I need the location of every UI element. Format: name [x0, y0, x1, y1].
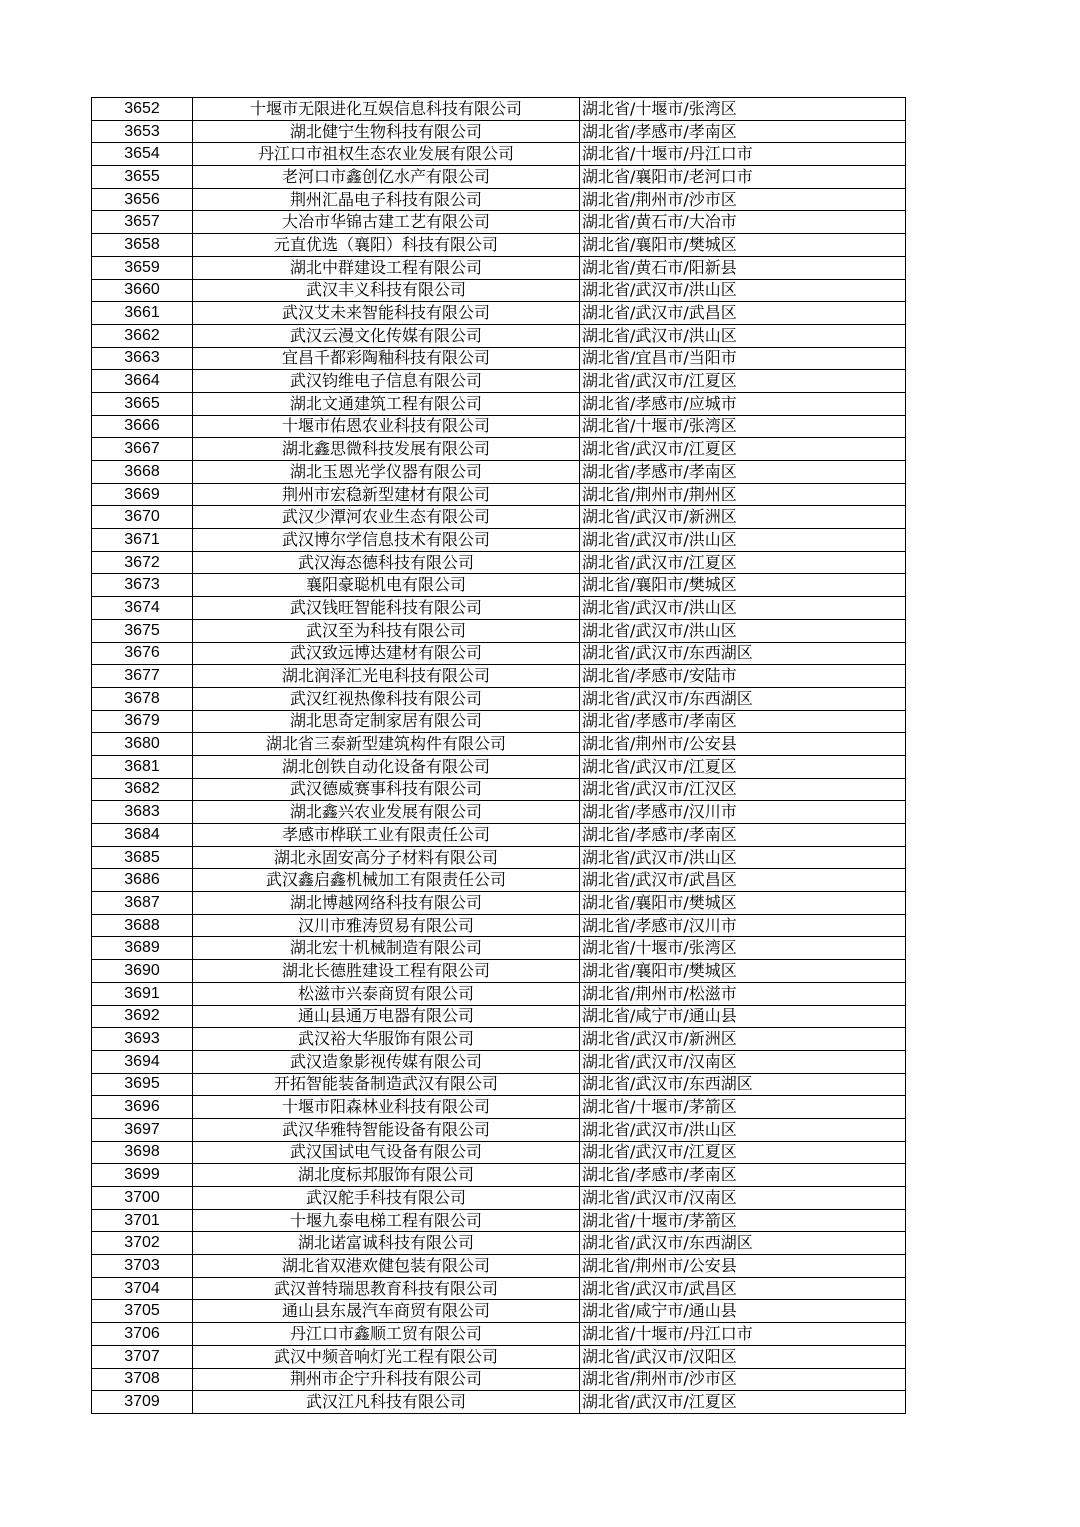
company-region: 湖北省/黄石市/阳新县 — [580, 256, 906, 279]
row-number: 3660 — [92, 279, 193, 302]
row-number: 3708 — [92, 1368, 193, 1391]
table-row — [92, 1118, 906, 1141]
company-name: 武汉造象影视传媒有限公司 — [193, 1050, 580, 1073]
company-region: 湖北省/武汉市/江夏区 — [580, 755, 906, 778]
company-name: 武汉丰义科技有限公司 — [193, 279, 580, 302]
company-name: 湖北文通建筑工程有限公司 — [193, 392, 580, 415]
row-number: 3681 — [92, 755, 193, 778]
table-row — [92, 801, 906, 824]
company-name: 开拓智能装备制造武汉有限公司 — [193, 1073, 580, 1096]
company-name: 荆州汇晶电子科技有限公司 — [193, 188, 580, 211]
table-row — [92, 869, 906, 892]
company-name: 宜昌千都彩陶釉科技有限公司 — [193, 347, 580, 370]
company-region: 湖北省/武汉市/洪山区 — [580, 846, 906, 869]
company-region: 湖北省/武汉市/汉阳区 — [580, 1345, 906, 1368]
company-region: 湖北省/宜昌市/当阳市 — [580, 347, 906, 370]
company-name: 湖北永固安高分子材料有限公司 — [193, 846, 580, 869]
row-number: 3664 — [92, 370, 193, 393]
company-region: 湖北省/十堰市/张湾区 — [580, 415, 906, 438]
company-region: 湖北省/孝感市/汉川市 — [580, 914, 906, 937]
row-number: 3677 — [92, 665, 193, 688]
table-row — [92, 1300, 906, 1323]
row-number: 3705 — [92, 1300, 193, 1323]
row-number: 3668 — [92, 461, 193, 484]
company-name: 湖北博越网络科技有限公司 — [193, 892, 580, 915]
row-number: 3663 — [92, 347, 193, 370]
company-name: 湖北度标邦服饰有限公司 — [193, 1164, 580, 1187]
row-number: 3667 — [92, 438, 193, 461]
company-name: 武汉海态德科技有限公司 — [193, 551, 580, 574]
table-row — [92, 415, 906, 438]
company-region: 湖北省/武汉市/东西湖区 — [580, 1073, 906, 1096]
table-row — [92, 438, 906, 461]
table-row — [92, 1345, 906, 1368]
company-region: 湖北省/荆州市/松滋市 — [580, 982, 906, 1005]
company-name: 武汉艾未来智能科技有限公司 — [193, 302, 580, 325]
company-region: 湖北省/武汉市/新洲区 — [580, 506, 906, 529]
table-row — [92, 619, 906, 642]
table-row — [92, 982, 906, 1005]
company-name: 湖北润泽汇光电科技有限公司 — [193, 665, 580, 688]
company-name: 湖北思奇定制家居有限公司 — [193, 710, 580, 733]
table-row — [92, 1232, 906, 1255]
table-row — [92, 302, 906, 325]
company-region: 湖北省/襄阳市/樊城区 — [580, 960, 906, 983]
company-region: 湖北省/孝感市/孝南区 — [580, 461, 906, 484]
table-row — [92, 1050, 906, 1073]
company-name: 十堰市无限进化互娱信息科技有限公司 — [193, 98, 580, 121]
table-row — [92, 733, 906, 756]
company-name: 襄阳豪聪机电有限公司 — [193, 574, 580, 597]
row-number: 3690 — [92, 960, 193, 983]
company-name: 湖北宏十机械制造有限公司 — [193, 937, 580, 960]
row-number: 3661 — [92, 302, 193, 325]
company-name: 湖北省双港欢健包装有限公司 — [193, 1255, 580, 1278]
company-region: 湖北省/武汉市/江夏区 — [580, 551, 906, 574]
row-number: 3684 — [92, 824, 193, 847]
company-region: 湖北省/武汉市/武昌区 — [580, 1277, 906, 1300]
table-row — [92, 755, 906, 778]
company-region: 湖北省/咸宁市/通山县 — [580, 1005, 906, 1028]
company-region: 湖北省/武汉市/江夏区 — [580, 1391, 906, 1414]
row-number: 3697 — [92, 1118, 193, 1141]
company-name: 武汉云漫文化传媒有限公司 — [193, 324, 580, 347]
table-row — [92, 166, 906, 189]
company-region: 湖北省/武汉市/汉南区 — [580, 1050, 906, 1073]
company-region: 湖北省/孝感市/孝南区 — [580, 824, 906, 847]
company-name: 湖北创铁自动化设备有限公司 — [193, 755, 580, 778]
company-name: 武汉华雅特智能设备有限公司 — [193, 1118, 580, 1141]
table-row — [92, 98, 906, 121]
row-number: 3653 — [92, 120, 193, 143]
table-row — [92, 687, 906, 710]
table-row — [92, 1073, 906, 1096]
row-number: 3652 — [92, 98, 193, 121]
table-row — [92, 234, 906, 257]
row-number: 3678 — [92, 687, 193, 710]
company-region: 湖北省/武汉市/洪山区 — [580, 1118, 906, 1141]
company-region: 湖北省/孝感市/应城市 — [580, 392, 906, 415]
row-number: 3694 — [92, 1050, 193, 1073]
table-row — [92, 846, 906, 869]
table-row — [92, 279, 906, 302]
table-row — [92, 120, 906, 143]
company-region: 湖北省/武汉市/武昌区 — [580, 302, 906, 325]
company-region: 湖北省/武汉市/东西湖区 — [580, 1232, 906, 1255]
company-name: 湖北诺富诚科技有限公司 — [193, 1232, 580, 1255]
company-name: 武汉钧维电子信息有限公司 — [193, 370, 580, 393]
row-number: 3700 — [92, 1187, 193, 1210]
row-number: 3693 — [92, 1028, 193, 1051]
table-row — [92, 1028, 906, 1051]
company-region: 湖北省/十堰市/茅箭区 — [580, 1209, 906, 1232]
company-region: 湖北省/武汉市/江夏区 — [580, 370, 906, 393]
company-name: 武汉普特瑞思教育科技有限公司 — [193, 1277, 580, 1300]
table-row — [92, 665, 906, 688]
row-number: 3685 — [92, 846, 193, 869]
table-row — [92, 1368, 906, 1391]
company-name: 湖北省三泰新型建筑构件有限公司 — [193, 733, 580, 756]
table-row — [92, 937, 906, 960]
row-number: 3699 — [92, 1164, 193, 1187]
company-name: 武汉至为科技有限公司 — [193, 619, 580, 642]
table-row — [92, 461, 906, 484]
company-name: 十堰九泰电梯工程有限公司 — [193, 1209, 580, 1232]
row-number: 3656 — [92, 188, 193, 211]
table-row — [92, 506, 906, 529]
company-region: 湖北省/武汉市/东西湖区 — [580, 687, 906, 710]
company-region: 湖北省/荆州市/沙市区 — [580, 1368, 906, 1391]
row-number: 3657 — [92, 211, 193, 234]
company-name: 武汉红视热像科技有限公司 — [193, 687, 580, 710]
row-number: 3682 — [92, 778, 193, 801]
row-number: 3683 — [92, 801, 193, 824]
company-region: 湖北省/孝感市/汉川市 — [580, 801, 906, 824]
row-number: 3696 — [92, 1096, 193, 1119]
row-number: 3689 — [92, 937, 193, 960]
table-row — [92, 347, 906, 370]
table-row — [92, 710, 906, 733]
company-name: 汉川市雅涛贸易有限公司 — [193, 914, 580, 937]
company-region: 湖北省/武汉市/洪山区 — [580, 529, 906, 552]
row-number: 3670 — [92, 506, 193, 529]
company-name: 湖北鑫兴农业发展有限公司 — [193, 801, 580, 824]
table-row — [92, 597, 906, 620]
company-region: 湖北省/十堰市/丹江口市 — [580, 1323, 906, 1346]
table-row — [92, 778, 906, 801]
row-number: 3709 — [92, 1391, 193, 1414]
table-row — [92, 574, 906, 597]
table-row — [92, 188, 906, 211]
company-region: 湖北省/武汉市/江夏区 — [580, 438, 906, 461]
row-number: 3679 — [92, 710, 193, 733]
table-row — [92, 960, 906, 983]
company-name: 孝感市桦联工业有限责任公司 — [193, 824, 580, 847]
company-region: 湖北省/十堰市/丹江口市 — [580, 143, 906, 166]
company-name: 湖北长德胜建设工程有限公司 — [193, 960, 580, 983]
table-row — [92, 1187, 906, 1210]
table-row — [92, 256, 906, 279]
company-region: 湖北省/荆州市/荆州区 — [580, 483, 906, 506]
row-number: 3706 — [92, 1323, 193, 1346]
company-region: 湖北省/孝感市/孝南区 — [580, 120, 906, 143]
table-row — [92, 1096, 906, 1119]
row-number: 3692 — [92, 1005, 193, 1028]
company-region: 湖北省/武汉市/洪山区 — [580, 324, 906, 347]
row-number: 3673 — [92, 574, 193, 597]
table-row — [92, 1255, 906, 1278]
company-name: 丹江口市鑫顺工贸有限公司 — [193, 1323, 580, 1346]
row-number: 3688 — [92, 914, 193, 937]
row-number: 3691 — [92, 982, 193, 1005]
company-region: 湖北省/襄阳市/老河口市 — [580, 166, 906, 189]
table-row — [92, 824, 906, 847]
row-number: 3676 — [92, 642, 193, 665]
company-name: 老河口市鑫创亿水产有限公司 — [193, 166, 580, 189]
table-row — [92, 370, 906, 393]
company-name: 武汉致远博达建材有限公司 — [193, 642, 580, 665]
company-region: 湖北省/武汉市/新洲区 — [580, 1028, 906, 1051]
row-number: 3698 — [92, 1141, 193, 1164]
table-row — [92, 1164, 906, 1187]
table-row — [92, 211, 906, 234]
company-region: 湖北省/咸宁市/通山县 — [580, 1300, 906, 1323]
company-region: 湖北省/黄石市/大冶市 — [580, 211, 906, 234]
row-number: 3702 — [92, 1232, 193, 1255]
row-number: 3655 — [92, 166, 193, 189]
company-table — [91, 97, 906, 1414]
row-number: 3680 — [92, 733, 193, 756]
table-row — [92, 324, 906, 347]
company-name: 武汉德威赛事科技有限公司 — [193, 778, 580, 801]
company-region: 湖北省/武汉市/汉南区 — [580, 1187, 906, 1210]
company-name: 武汉江凡科技有限公司 — [193, 1391, 580, 1414]
row-number: 3658 — [92, 234, 193, 257]
table-row — [92, 1005, 906, 1028]
company-name: 大冶市华锦古建工艺有限公司 — [193, 211, 580, 234]
company-name: 元直优选（襄阳）科技有限公司 — [193, 234, 580, 257]
table-row — [92, 529, 906, 552]
company-region: 湖北省/孝感市/安陆市 — [580, 665, 906, 688]
company-region: 湖北省/襄阳市/樊城区 — [580, 892, 906, 915]
row-number: 3672 — [92, 551, 193, 574]
company-name: 武汉裕大华服饰有限公司 — [193, 1028, 580, 1051]
company-region: 湖北省/孝感市/孝南区 — [580, 1164, 906, 1187]
company-region: 湖北省/襄阳市/樊城区 — [580, 234, 906, 257]
document-page — [91, 97, 906, 1414]
row-number: 3665 — [92, 392, 193, 415]
row-number: 3671 — [92, 529, 193, 552]
company-name: 通山县东晟汽车商贸有限公司 — [193, 1300, 580, 1323]
company-region: 湖北省/十堰市/茅箭区 — [580, 1096, 906, 1119]
company-name: 武汉国试电气设备有限公司 — [193, 1141, 580, 1164]
row-number: 3659 — [92, 256, 193, 279]
company-name: 武汉中频音响灯光工程有限公司 — [193, 1345, 580, 1368]
company-region: 湖北省/荆州市/公安县 — [580, 733, 906, 756]
company-name: 湖北玉恩光学仪器有限公司 — [193, 461, 580, 484]
row-number: 3695 — [92, 1073, 193, 1096]
company-table-body — [92, 98, 906, 1414]
company-name: 丹江口市祖权生态农业发展有限公司 — [193, 143, 580, 166]
table-row — [92, 143, 906, 166]
company-name: 松滋市兴泰商贸有限公司 — [193, 982, 580, 1005]
company-region: 湖北省/武汉市/武昌区 — [580, 869, 906, 892]
company-name: 十堰市佑恩农业科技有限公司 — [193, 415, 580, 438]
table-row — [92, 1277, 906, 1300]
row-number: 3701 — [92, 1209, 193, 1232]
company-name: 武汉博尔学信息技术有限公司 — [193, 529, 580, 552]
company-region: 湖北省/武汉市/洪山区 — [580, 619, 906, 642]
table-row — [92, 551, 906, 574]
company-name: 武汉鑫启鑫机械加工有限责任公司 — [193, 869, 580, 892]
table-row — [92, 1323, 906, 1346]
company-region: 湖北省/襄阳市/樊城区 — [580, 574, 906, 597]
company-region: 湖北省/荆州市/沙市区 — [580, 188, 906, 211]
company-name: 荆州市企宁升科技有限公司 — [193, 1368, 580, 1391]
company-region: 湖北省/武汉市/洪山区 — [580, 279, 906, 302]
table-row — [92, 1209, 906, 1232]
table-row — [92, 1141, 906, 1164]
row-number: 3669 — [92, 483, 193, 506]
row-number: 3704 — [92, 1277, 193, 1300]
table-row — [92, 642, 906, 665]
row-number: 3666 — [92, 415, 193, 438]
company-name: 荆州市宏稳新型建材有限公司 — [193, 483, 580, 506]
row-number: 3703 — [92, 1255, 193, 1278]
company-name: 湖北健宁生物科技有限公司 — [193, 120, 580, 143]
row-number: 3687 — [92, 892, 193, 915]
company-name: 武汉舵手科技有限公司 — [193, 1187, 580, 1210]
company-name: 湖北中群建设工程有限公司 — [193, 256, 580, 279]
company-region: 湖北省/武汉市/江汉区 — [580, 778, 906, 801]
row-number: 3662 — [92, 324, 193, 347]
company-name: 武汉少潭河农业生态有限公司 — [193, 506, 580, 529]
company-region: 湖北省/孝感市/孝南区 — [580, 710, 906, 733]
company-name: 武汉钱旺智能科技有限公司 — [193, 597, 580, 620]
row-number: 3707 — [92, 1345, 193, 1368]
table-row — [92, 1391, 906, 1414]
company-region: 湖北省/武汉市/江夏区 — [580, 1141, 906, 1164]
company-name: 湖北鑫思微科技发展有限公司 — [193, 438, 580, 461]
company-region: 湖北省/十堰市/张湾区 — [580, 98, 906, 121]
row-number: 3675 — [92, 619, 193, 642]
row-number: 3686 — [92, 869, 193, 892]
table-row — [92, 914, 906, 937]
table-row — [92, 392, 906, 415]
table-row — [92, 483, 906, 506]
company-region: 湖北省/荆州市/公安县 — [580, 1255, 906, 1278]
company-region: 湖北省/十堰市/张湾区 — [580, 937, 906, 960]
company-name: 通山县通万电器有限公司 — [193, 1005, 580, 1028]
table-row — [92, 892, 906, 915]
company-name: 十堰市阳森林业科技有限公司 — [193, 1096, 580, 1119]
row-number: 3674 — [92, 597, 193, 620]
company-region: 湖北省/武汉市/东西湖区 — [580, 642, 906, 665]
row-number: 3654 — [92, 143, 193, 166]
company-region: 湖北省/武汉市/洪山区 — [580, 597, 906, 620]
